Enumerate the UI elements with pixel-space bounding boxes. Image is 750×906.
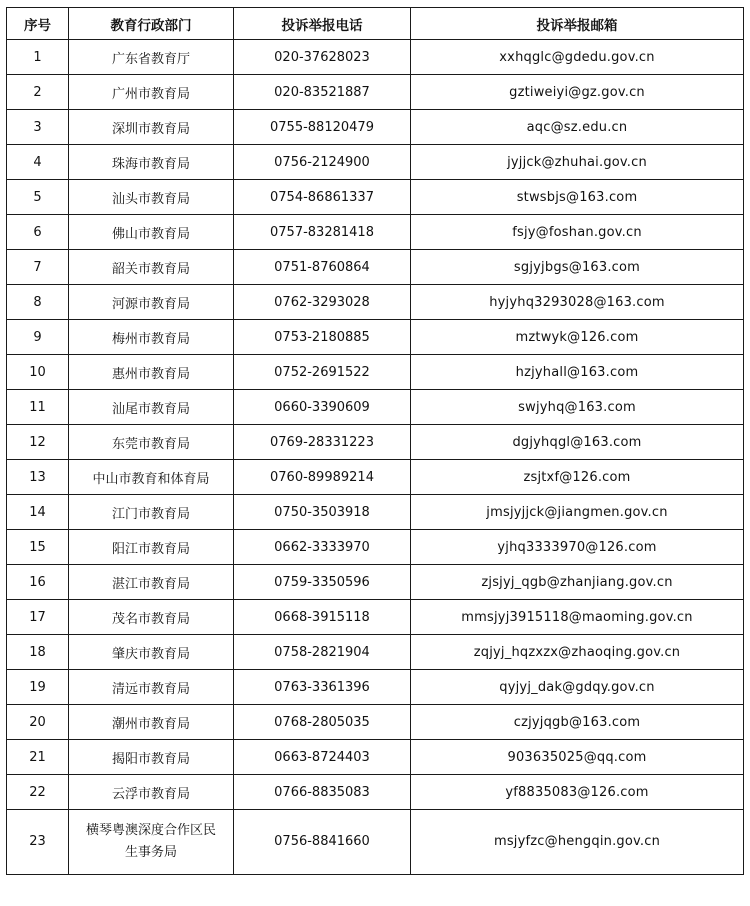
row-no: 10 <box>7 355 69 390</box>
row-phone: 0760-89989214 <box>234 460 411 495</box>
row-no: 4 <box>7 145 69 180</box>
row-email: gztiweiyi@gz.gov.cn <box>411 75 744 110</box>
row-phone: 0752-2691522 <box>234 355 411 390</box>
row-no: 5 <box>7 180 69 215</box>
row-email: hyjyhq3293028@163.com <box>411 285 744 320</box>
table-row <box>7 670 744 705</box>
row-dept: 广州市教育局 <box>69 75 234 110</box>
row-phone: 0756-8841660 <box>234 810 411 875</box>
row-email: zsjtxf@126.com <box>411 460 744 495</box>
row-email: stwsbjs@163.com <box>411 180 744 215</box>
row-no: 6 <box>7 215 69 250</box>
row-dept: 潮州市教育局 <box>69 705 234 740</box>
row-email: sgjyjbgs@163.com <box>411 250 744 285</box>
row-phone: 0763-3361396 <box>234 670 411 705</box>
row-phone: 0766-8835083 <box>234 775 411 810</box>
row-no: 20 <box>7 705 69 740</box>
row-no: 21 <box>7 740 69 775</box>
row-email: msjyfzc@hengqin.gov.cn <box>411 810 744 875</box>
complaint-contacts-table <box>6 7 744 875</box>
row-phone: 0751-8760864 <box>234 250 411 285</box>
row-dept-line1: 横琴粤澳深度合作区民 <box>85 823 216 838</box>
row-phone: 0762-3293028 <box>234 285 411 320</box>
row-phone: 0759-3350596 <box>234 565 411 600</box>
row-email: zqjyj_hqzxzx@zhaoqing.gov.cn <box>411 635 744 670</box>
row-no: 11 <box>7 390 69 425</box>
table-row <box>7 250 744 285</box>
row-dept-line2: 生事务局 <box>124 845 177 860</box>
row-dept: 梅州市教育局 <box>69 320 234 355</box>
table-row <box>7 600 744 635</box>
row-email: yjhq3333970@126.com <box>411 530 744 565</box>
table-row <box>7 75 744 110</box>
row-email: 903635025@qq.com <box>411 740 744 775</box>
table-row <box>7 355 744 390</box>
row-email: aqc@sz.edu.cn <box>411 110 744 145</box>
row-dept: 广东省教育厅 <box>69 40 234 75</box>
row-email: mztwyk@126.com <box>411 320 744 355</box>
row-dept: 揭阳市教育局 <box>69 740 234 775</box>
row-no: 15 <box>7 530 69 565</box>
header-no: 序号 <box>7 8 69 40</box>
row-phone: 020-37628023 <box>234 40 411 75</box>
row-email: xxhqglc@gdedu.gov.cn <box>411 40 744 75</box>
row-phone: 0663-8724403 <box>234 740 411 775</box>
row-no: 14 <box>7 495 69 530</box>
header-email: 投诉举报邮箱 <box>411 8 744 40</box>
table-row <box>7 495 744 530</box>
row-email: dgjyhqgl@163.com <box>411 425 744 460</box>
row-dept: 惠州市教育局 <box>69 355 234 390</box>
row-email: hzjyhall@163.com <box>411 355 744 390</box>
row-no: 7 <box>7 250 69 285</box>
table-row <box>7 180 744 215</box>
row-no: 17 <box>7 600 69 635</box>
table-row <box>7 740 744 775</box>
table-row <box>7 110 744 145</box>
row-email: jmsjyjjck@jiangmen.gov.cn <box>411 495 744 530</box>
row-no: 1 <box>7 40 69 75</box>
row-dept: 茂名市教育局 <box>69 600 234 635</box>
row-phone: 0769-28331223 <box>234 425 411 460</box>
row-dept: 汕头市教育局 <box>69 180 234 215</box>
row-phone: 0754-86861337 <box>234 180 411 215</box>
table-row <box>7 285 744 320</box>
row-phone: 0757-83281418 <box>234 215 411 250</box>
row-phone: 0753-2180885 <box>234 320 411 355</box>
header-phone: 投诉举报电话 <box>234 8 411 40</box>
row-phone: 0662-3333970 <box>234 530 411 565</box>
row-dept <box>69 810 234 875</box>
table-row <box>7 320 744 355</box>
table-row <box>7 705 744 740</box>
row-dept: 阳江市教育局 <box>69 530 234 565</box>
table-row <box>7 145 744 180</box>
row-dept: 清远市教育局 <box>69 670 234 705</box>
row-no: 18 <box>7 635 69 670</box>
row-dept: 韶关市教育局 <box>69 250 234 285</box>
row-phone: 0756-2124900 <box>234 145 411 180</box>
row-email: yf8835083@126.com <box>411 775 744 810</box>
row-dept: 深圳市教育局 <box>69 110 234 145</box>
row-dept: 江门市教育局 <box>69 495 234 530</box>
row-email: czjyjqgb@163.com <box>411 705 744 740</box>
row-phone: 0755-88120479 <box>234 110 411 145</box>
header-dept: 教育行政部门 <box>69 8 234 40</box>
row-no: 13 <box>7 460 69 495</box>
row-dept: 汕尾市教育局 <box>69 390 234 425</box>
table-row <box>7 425 744 460</box>
table-row <box>7 530 744 565</box>
table-row <box>7 215 744 250</box>
row-phone: 0660-3390609 <box>234 390 411 425</box>
row-no: 22 <box>7 775 69 810</box>
row-no: 2 <box>7 75 69 110</box>
table-row <box>7 40 744 75</box>
row-no: 8 <box>7 285 69 320</box>
row-phone: 0668-3915118 <box>234 600 411 635</box>
row-dept: 珠海市教育局 <box>69 145 234 180</box>
table-row <box>7 635 744 670</box>
table-row <box>7 810 744 875</box>
row-dept: 中山市教育和体育局 <box>69 460 234 495</box>
row-no: 9 <box>7 320 69 355</box>
row-dept: 肇庆市教育局 <box>69 635 234 670</box>
row-no: 19 <box>7 670 69 705</box>
row-no: 3 <box>7 110 69 145</box>
table-row <box>7 565 744 600</box>
row-email: zjsjyj_qgb@zhanjiang.gov.cn <box>411 565 744 600</box>
header-row <box>7 8 744 40</box>
row-dept: 湛江市教育局 <box>69 565 234 600</box>
row-phone: 0750-3503918 <box>234 495 411 530</box>
row-email: swjyhq@163.com <box>411 390 744 425</box>
row-dept: 河源市教育局 <box>69 285 234 320</box>
table-row <box>7 390 744 425</box>
row-no: 23 <box>7 810 69 875</box>
row-email: qyjyj_dak@gdqy.gov.cn <box>411 670 744 705</box>
row-email: mmsjyj3915118@maoming.gov.cn <box>411 600 744 635</box>
table-row <box>7 460 744 495</box>
row-email: jyjjck@zhuhai.gov.cn <box>411 145 744 180</box>
row-phone: 0758-2821904 <box>234 635 411 670</box>
row-dept: 佛山市教育局 <box>69 215 234 250</box>
row-dept: 云浮市教育局 <box>69 775 234 810</box>
row-no: 16 <box>7 565 69 600</box>
row-no: 12 <box>7 425 69 460</box>
row-email: fsjy@foshan.gov.cn <box>411 215 744 250</box>
row-phone: 0768-2805035 <box>234 705 411 740</box>
row-phone: 020-83521887 <box>234 75 411 110</box>
row-dept: 东莞市教育局 <box>69 425 234 460</box>
table-row <box>7 775 744 810</box>
